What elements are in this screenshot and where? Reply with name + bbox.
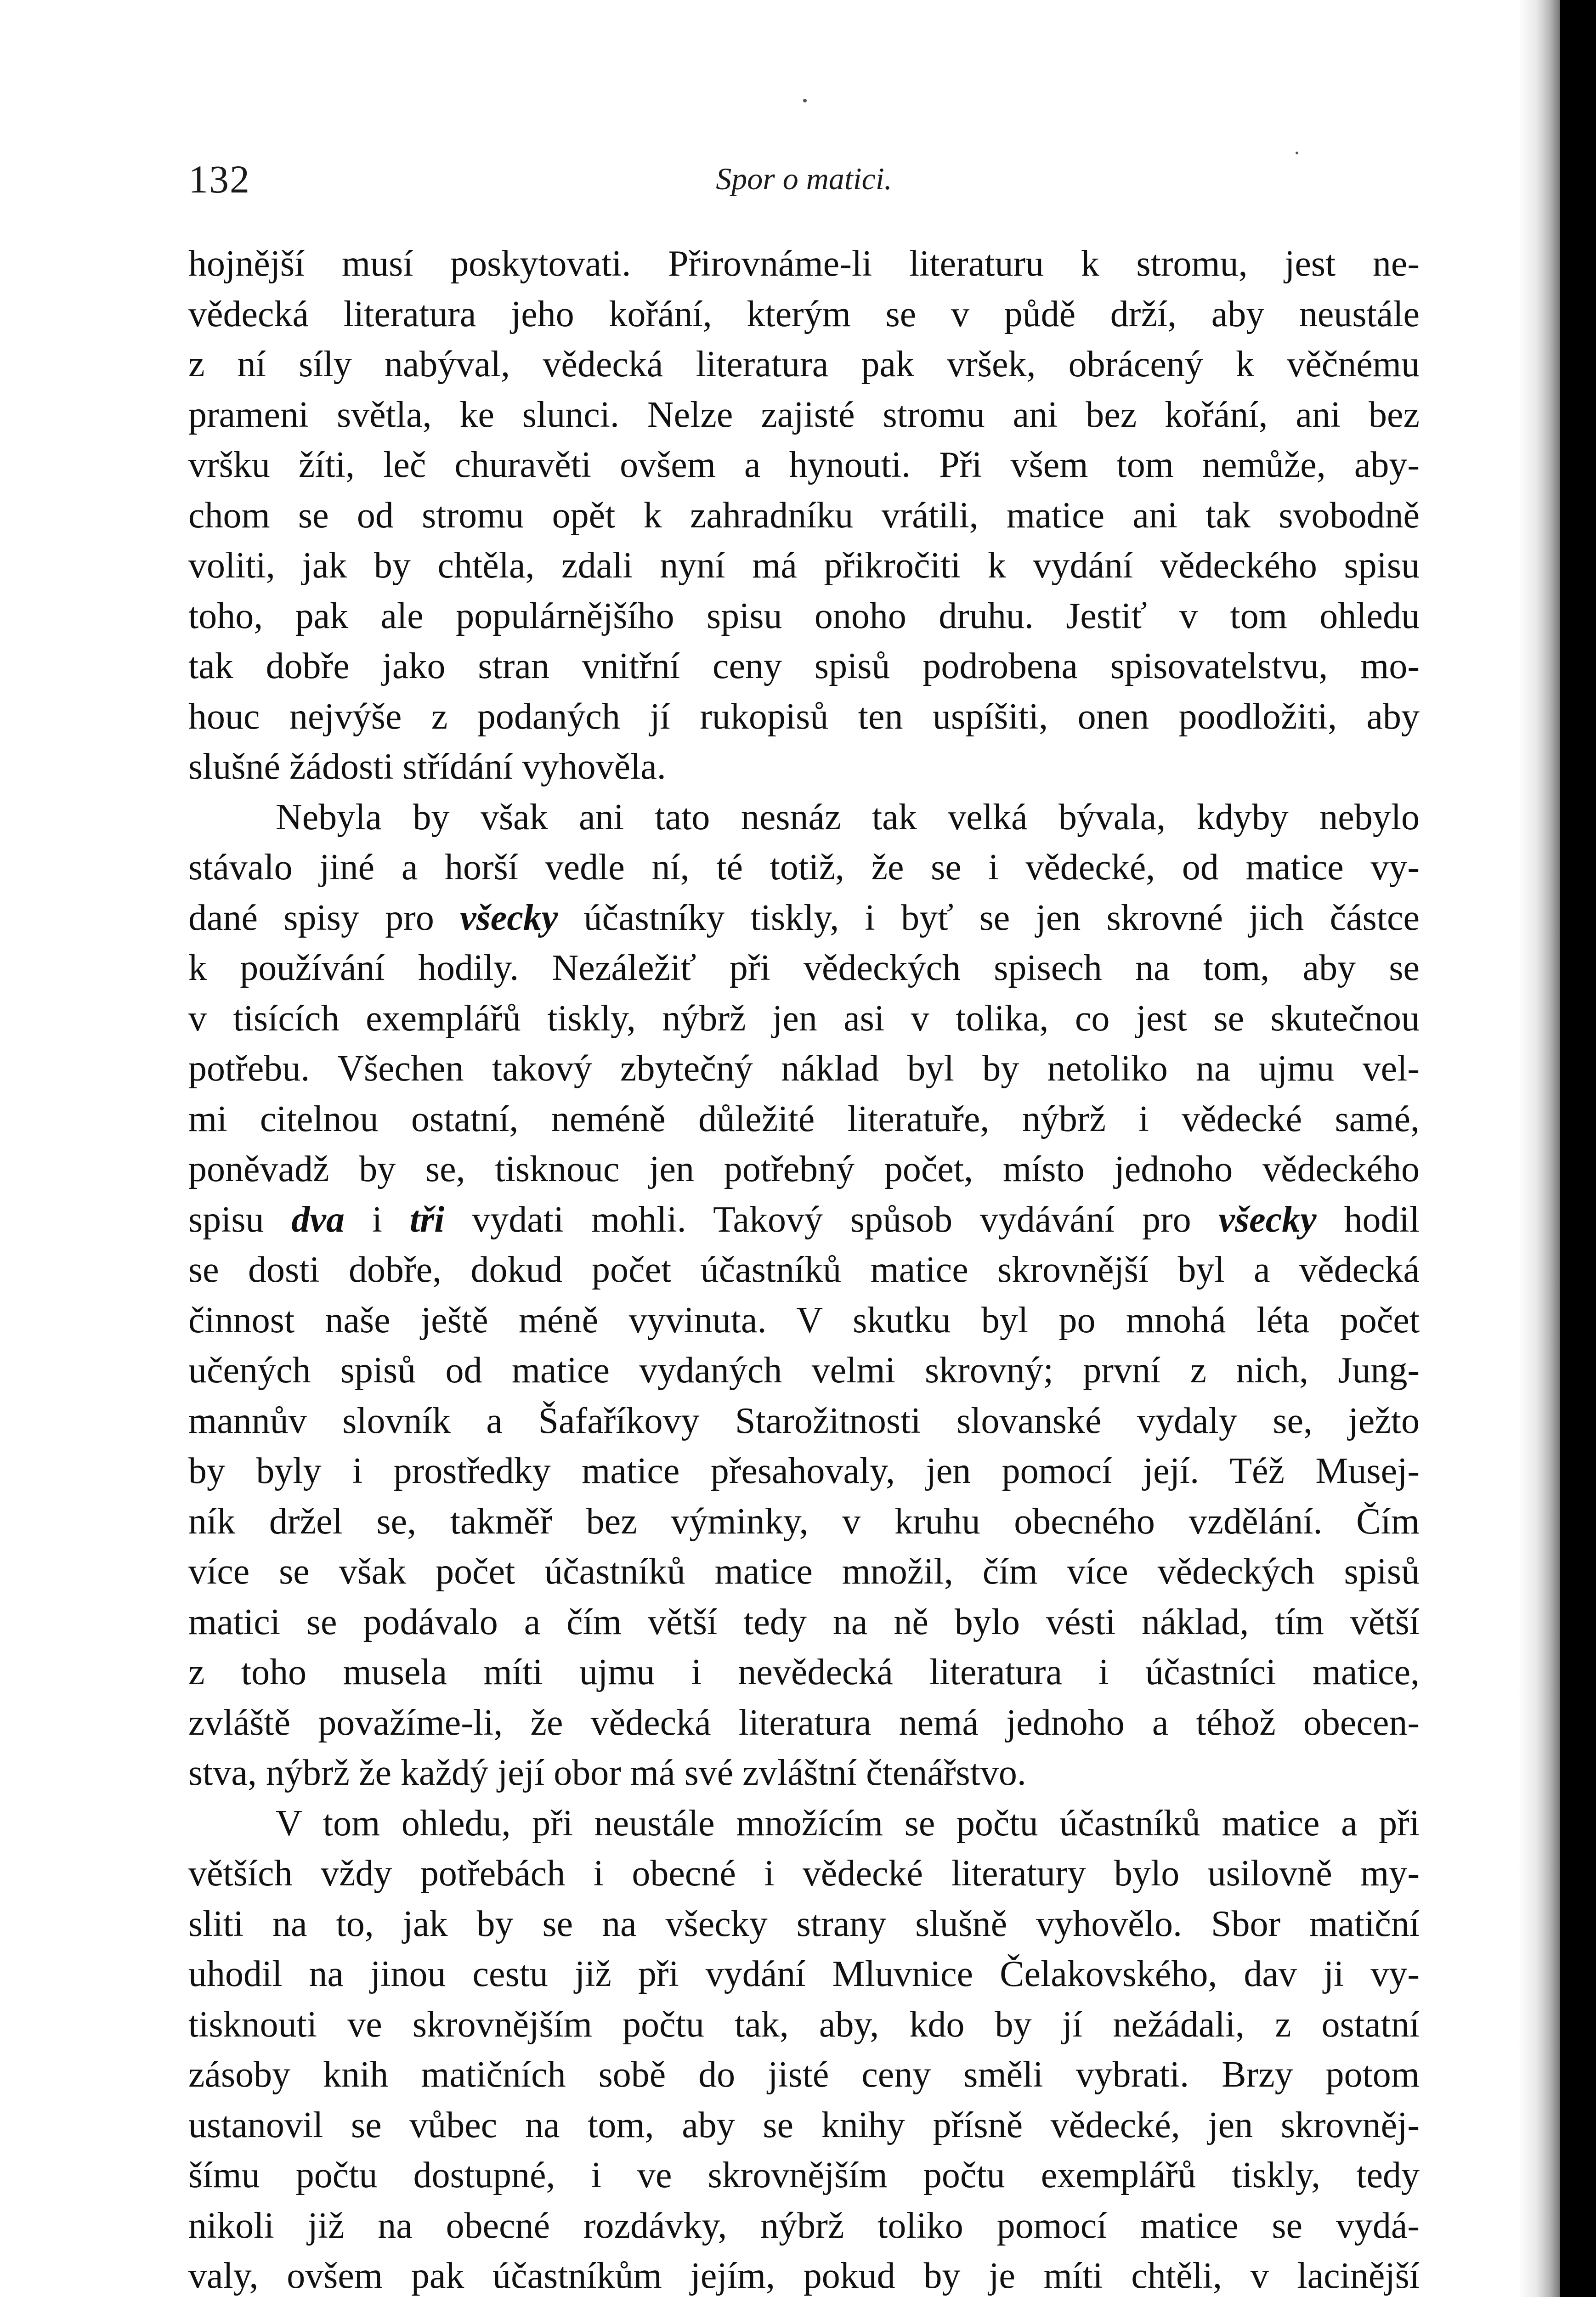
text-line <box>188 994 1420 1044</box>
text-line <box>188 1094 1420 1145</box>
text-run: mi citelnou ostatní, neméně důležité literatuře, nýbrž i vědecké samé, <box>188 1098 1420 1139</box>
text-line <box>188 1949 1420 2000</box>
text-line <box>188 943 1420 994</box>
text-line <box>188 1497 1420 1547</box>
page-edge-shadow <box>1518 0 1560 2297</box>
text-run: valy, ovšem pak účastníkům jejím, pokud by je míti chtěli, v lacinější <box>188 2256 1420 2296</box>
emphasized-word: tři <box>409 1199 445 1240</box>
text-run: toho, pak ale populárnějšího spisu onoho druhu. Jestiť v tom ohledu <box>188 595 1420 636</box>
text-line <box>188 1245 1420 1296</box>
text-line <box>188 1396 1420 1447</box>
text-run: zásoby knih matičních sobě do jisté ceny směli vybrati. Brzy potom <box>188 2054 1420 2095</box>
text-run: potřebu. Všechen takový zbytečný náklad byl by netoliko na ujmu vel- <box>188 1048 1420 1089</box>
text-line <box>188 2050 1420 2100</box>
text-run: by byly i prostředky matice přesahovaly, jen pomocí její. Též Musej- <box>188 1451 1420 1491</box>
text-run: šímu počtu dostupné, i ve skrovnějším počtu exemplářů tiskly, tedy <box>188 2155 1420 2195</box>
text-run: i <box>344 1199 410 1240</box>
text-run: hodil <box>1316 1199 1420 1240</box>
page-header <box>188 152 1420 211</box>
text-run: zvláště považíme-li, že vědecká literatura nemá jednoho a téhož obecen- <box>188 1702 1420 1743</box>
text-run: vědecká literatura jeho kořání, kterým se v půdě drží, aby neustále <box>188 294 1420 334</box>
text-run: tak dobře jako stran vnitřní ceny spisů podrobena spisovatelstvu, mo- <box>188 646 1420 686</box>
text-run: vršku žíti, leč churavěti ovšem a hynouti. Při všem tom nemůže, aby- <box>188 445 1420 485</box>
text-run: spisu <box>188 1199 292 1240</box>
text-line <box>188 742 1420 792</box>
text-line <box>188 641 1420 692</box>
text-run: ustanovil se vůbec na tom, aby se knihy přísně vědecké, jen skrovněj- <box>188 2105 1420 2145</box>
text-run: vydati mohli. Takový spůsob vydávání pro <box>444 1199 1219 1240</box>
text-run: z ní síly nabýval, vědecká literatura pak vršek, obrácený k věčnému <box>188 344 1420 385</box>
text-run: se dosti dobře, dokud počet účastníků matice skrovnější byl a vědecká <box>188 1250 1420 1290</box>
text-line <box>188 792 1420 843</box>
text-run: mannův slovník a Šafaříkovy Starožitnosti slovanské vydaly se, ježto <box>188 1400 1420 1441</box>
text-line <box>188 1698 1420 1748</box>
text-line <box>188 1547 1420 1597</box>
text-run: učených spisů od matice vydaných velmi skrovný; první z nich, Jung- <box>188 1350 1420 1391</box>
text-line <box>188 1195 1420 1245</box>
emphasized-word: všecky <box>1218 1199 1317 1240</box>
text-run: slušné žádosti střídání vyhověla. <box>188 747 666 787</box>
text-run: Nebyla by však ani tato nesnáz tak velká bývala, kdyby nebylo <box>276 797 1420 837</box>
text-run: stávalo jiné a horší vedle ní, té totiž, že se i vědecké, od matice vy- <box>188 847 1420 888</box>
text-line <box>188 2100 1420 2151</box>
text-run: činnost naše ještě méně vyvinuta. V skutku byl po mnohá léta počet <box>188 1300 1420 1341</box>
text-line <box>188 440 1420 491</box>
text-run: chom se od stromu opět k zahradníku vrátili, matice ani tak svobodně <box>188 495 1420 536</box>
text-run: voliti, jak by chtěla, zdali nyní má přikročiti k vydání vědeckého spisu <box>188 545 1420 586</box>
text-line <box>188 2150 1420 2201</box>
body-text <box>188 239 1420 2297</box>
text-line <box>188 239 1420 289</box>
text-run: v tisících exemplářů tiskly, nýbrž jen asi v tolika, co jest se skutečnou <box>188 998 1420 1039</box>
text-run: k používání hodily. Nezáležiť při vědeckých spisech na tom, aby se <box>188 948 1420 988</box>
text-run: V tom ohledu, při neustále množícím se počtu účastníků matice a při <box>276 1803 1420 1844</box>
text-line <box>188 692 1420 742</box>
text-line <box>188 591 1420 642</box>
scan-speck <box>803 99 807 102</box>
text-run: tisknouti ve skrovnějším počtu tak, aby, kdo by jí nežádali, z ostatní <box>188 2004 1420 2045</box>
text-line <box>188 1647 1420 1698</box>
text-run: prameni světla, ke slunci. Nelze zajisté stromu ani bez kořání, ani bez <box>188 394 1420 435</box>
text-line <box>188 893 1420 944</box>
text-run: více se však počet účastníků matice množil, čím více vědeckých spisů <box>188 1551 1420 1592</box>
text-line <box>188 2201 1420 2252</box>
text-run: z toho musela míti ujmu i nevědecká literatura i účastníci matice, <box>188 1652 1420 1692</box>
text-run: sliti na to, jak by se na všecky strany slušně vyhovělo. Sbor matiční <box>188 1903 1420 1944</box>
text-line <box>188 390 1420 441</box>
text-run: hojnější musí poskytovati. Přirovnáme-li literaturu k stromu, jest ne- <box>188 243 1420 284</box>
text-run: účastníky tiskly, i byť se jen skrovné jich částce <box>558 897 1420 938</box>
text-run: matici se podávalo a čím větší tedy na ně bylo vésti náklad, tím větší <box>188 1601 1420 1642</box>
text-line <box>188 1899 1420 1950</box>
text-line <box>188 339 1420 390</box>
emphasized-word: dva <box>291 1199 345 1240</box>
text-run: dané spisy pro <box>188 897 460 938</box>
text-line <box>188 1044 1420 1094</box>
text-line <box>188 1597 1420 1648</box>
page-number: 132 <box>188 157 250 201</box>
text-line <box>188 541 1420 591</box>
text-line <box>188 1296 1420 1346</box>
scan-speck <box>1296 152 1298 154</box>
text-run: stva, nýbrž že každý její obor má své zvláštní čtenářstvo. <box>188 1753 1026 1793</box>
text-line <box>188 2000 1420 2050</box>
text-line <box>188 843 1420 893</box>
emphasized-word: všecky <box>460 897 558 938</box>
text-line <box>188 1748 1420 1799</box>
text-line <box>188 1849 1420 1899</box>
running-title: Spor o matici. <box>716 161 892 196</box>
text-line <box>188 491 1420 541</box>
text-line <box>188 1446 1420 1497</box>
text-line <box>188 289 1420 340</box>
text-run: ník držel se, takměř bez výminky, v kruhu obecného vzdělání. Čím <box>188 1501 1420 1542</box>
text-run: uhodil na jinou cestu již při vydání Mluvnice Čelakovského, dav ji vy- <box>188 1954 1420 1994</box>
text-line <box>188 2251 1420 2297</box>
text-line <box>188 1144 1420 1195</box>
text-run: nikoli již na obecné rozdávky, nýbrž toliko pomocí matice se vydá- <box>188 2205 1420 2246</box>
text-run: větších vždy potřebách i obecné i vědecké literatury bylo usilovně my- <box>188 1853 1420 1894</box>
text-run: poněvadž by se, tisknouc jen potřebný počet, místo jednoho vědeckého <box>188 1149 1420 1189</box>
text-run: houc nejvýše z podaných jí rukopisů ten uspíšiti, onen poodložiti, aby <box>188 696 1420 737</box>
text-line <box>188 1346 1420 1396</box>
text-line <box>188 1799 1420 1849</box>
